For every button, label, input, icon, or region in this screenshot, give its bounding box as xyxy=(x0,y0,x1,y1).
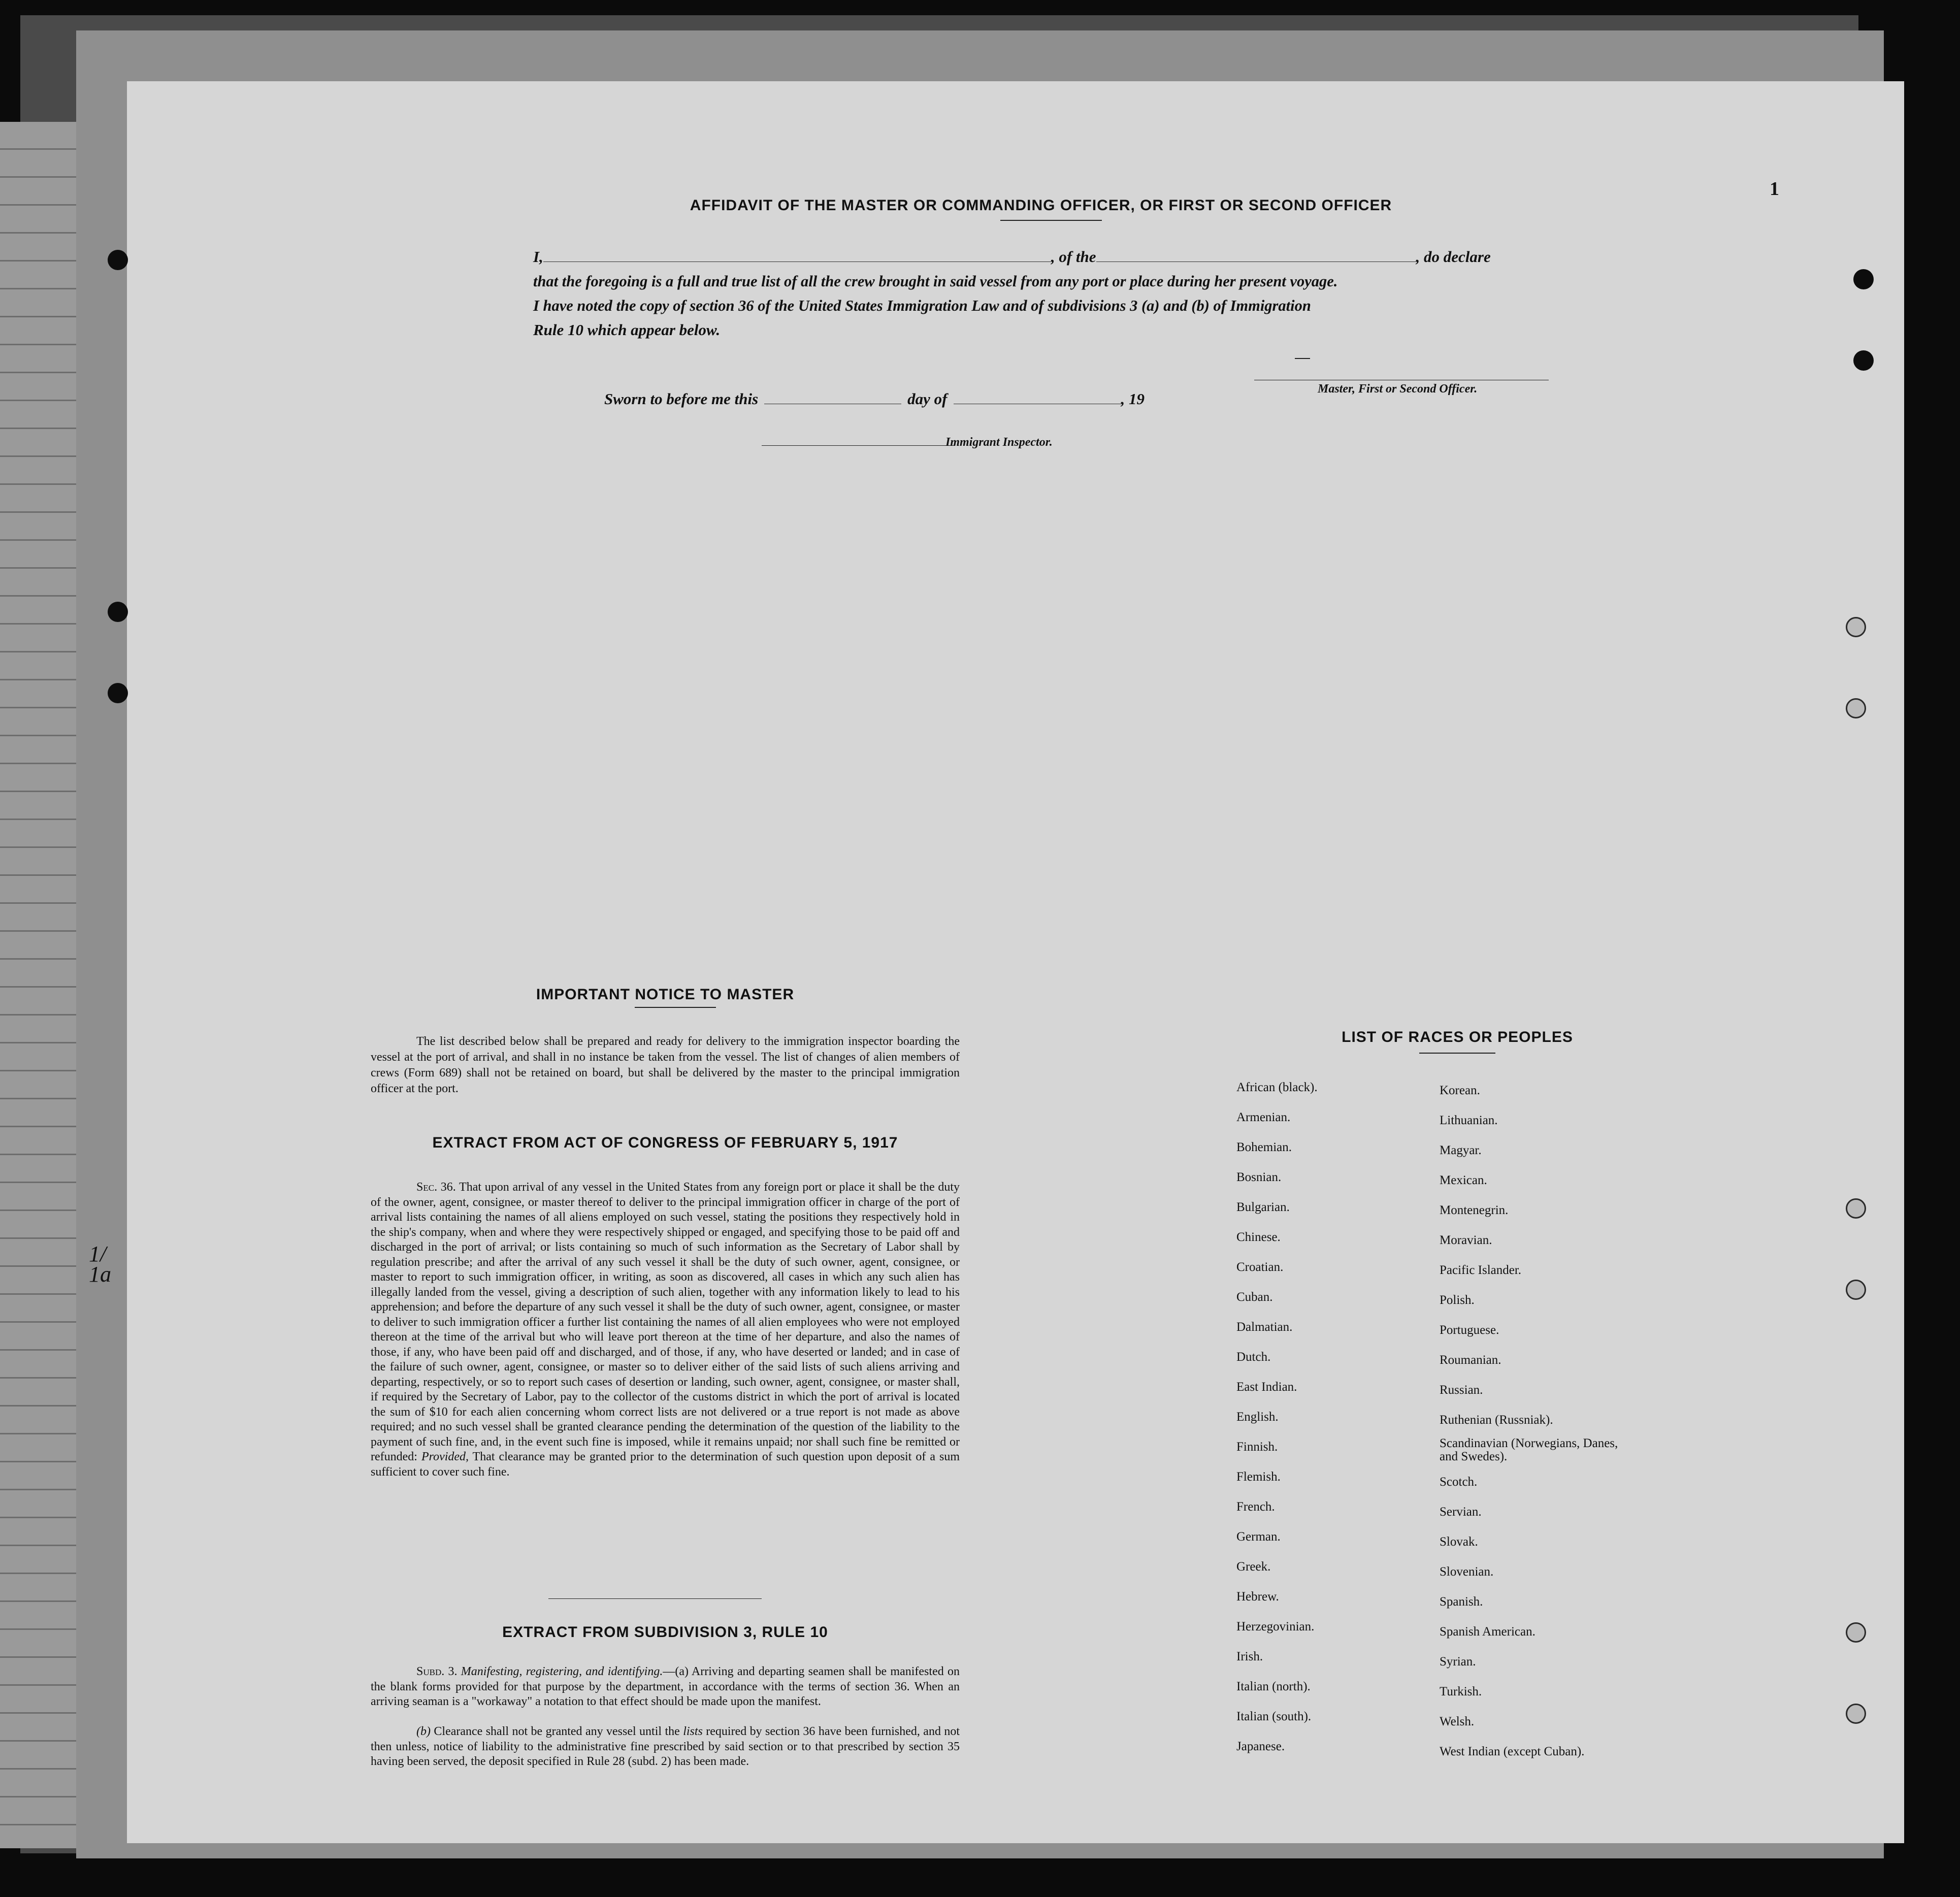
race-item: West Indian (except Cuban). xyxy=(1440,1745,1585,1758)
race-item: Italian (north). xyxy=(1236,1680,1311,1693)
race-item: Syrian. xyxy=(1440,1655,1476,1669)
section-36-text: Sec. 36. That upon arrival of any vessel in the United States from any foreign port or place it shall be the duty of the owner, agent, consignee, or master thereof to deliver to the principal immigration officer in charge of the port of arrival lists containing the names of all aliens employed on such vessel, stating the positions they respectively hold in the ship's company, when and where they were respectively shipped or engaged, and specifying those to be paid off and discharged in the port of arrival; or lists containing so much of such information as the Secretary of Labor shall by regulation prescribe; and after the arrival of any such vessel it shall be the duty of such owner, agent, consignee, or master to report to such immigration officer, in writing, as soon as discovered, all cases in which any such alien has illegally landed from the vessel, giving a description of such alien, together with any information likely to lead to his apprehension; and before the departure of any such vessel it shall be the duty of such owner, agent, consignee, or master to deliver to such immigration officer a further list containing the names of all alien employees who were not employed thereon at the time of the arrival but who will leave port thereon at the time of her departure, and also the names of those, if any, who have been paid off and discharged, and of those, if any, who have deserted or landed; and in case of the failure of such owner, agent, consignee, or master so to deliver either of the said lists of such aliens arriving and departing, respectively, or so to report such cases of desertion or landing, such owner, agent, consignee, or master shall, if required by the Secretary of Labor, pay to the collector of the customs district in which the port of arrival is located the sum of $10 for each alien concerning whom correct lists are not delivered or a true report is not made as above required; and no such vessel shall be granted clearance pending the determination of the question of the liability to the payment of such fine, and, in the event such fine is imposed, while it remains unpaid; nor shall such fine be remitted or refunded: Provided, That clearance may be granted prior to the determination of such question upon deposit of a sum sufficient to cover such fine. xyxy=(371,1181,960,1479)
race-item: Croatian. xyxy=(1236,1260,1284,1274)
notice-title: IMPORTANT NOTICE TO MASTER xyxy=(536,986,795,1003)
race-item: Slovak. xyxy=(1440,1535,1478,1549)
race-item: Armenian. xyxy=(1236,1110,1291,1124)
race-item: Lithuanian. xyxy=(1440,1114,1498,1127)
race-item: Flemish. xyxy=(1236,1470,1281,1484)
race-item: Bosnian. xyxy=(1236,1170,1282,1184)
affidavit-line-1: I, , of the , do declare xyxy=(533,248,1491,266)
race-item: Turkish. xyxy=(1440,1685,1482,1698)
race-item: Ruthenian (Russniak). xyxy=(1440,1413,1553,1427)
sworn-line: Sworn to before me this day of , 19 xyxy=(604,390,1145,408)
race-item: Japanese. xyxy=(1236,1740,1285,1753)
race-item: Pacific Islander. xyxy=(1440,1263,1522,1277)
punch-hole xyxy=(108,602,128,622)
race-item: Mexican. xyxy=(1440,1173,1487,1187)
ruled-paper-edge xyxy=(0,122,76,1848)
race-item: Welsh. xyxy=(1440,1715,1475,1728)
race-item: Spanish American. xyxy=(1440,1625,1536,1639)
divider xyxy=(1000,220,1102,221)
race-item: Finnish. xyxy=(1236,1440,1278,1454)
affidavit-line-3: I have noted the copy of section 36 of the United States Immigration Law and of subdivisions 3 (a) and (b) of Immigration xyxy=(533,297,1311,314)
races-right-column xyxy=(1440,1075,1622,1767)
race-item: Portuguese. xyxy=(1440,1323,1499,1337)
margin-handwriting: 1/ 1a xyxy=(89,1241,111,1287)
race-item: Bulgarian. xyxy=(1236,1200,1290,1214)
race-item: Irish. xyxy=(1236,1650,1263,1663)
race-item: Slovenian. xyxy=(1440,1565,1494,1579)
dash-mark xyxy=(1295,358,1310,359)
punch-hole xyxy=(1846,617,1866,637)
subd-3-para-b: (b) Clearance shall not be granted any vessel until the lists required by section 36 have been furnished, and not then unless, notice of liability to the administrative fine prescribed by said section or to that prescribed by section 35 having been served, the deposit specified in Rule 28 (subd. 2) has been made. xyxy=(371,1725,960,1768)
race-item: Dalmatian. xyxy=(1236,1320,1293,1334)
race-item: Hebrew. xyxy=(1236,1590,1279,1604)
race-item: Servian. xyxy=(1440,1505,1482,1519)
race-item: Russian. xyxy=(1440,1383,1483,1397)
race-item: Bohemian. xyxy=(1236,1140,1292,1154)
affidavit-line-2: that the foregoing is a full and true list of all the crew brought in said vessel from any port or place during her present voyage. xyxy=(533,273,1338,290)
inspector-signature-line xyxy=(762,445,955,446)
divider xyxy=(1419,1053,1495,1054)
page-number: 1 xyxy=(1770,178,1779,200)
race-item: Spanish. xyxy=(1440,1595,1483,1609)
race-item: East Indian. xyxy=(1236,1380,1297,1394)
race-item: Moravian. xyxy=(1440,1233,1492,1247)
punch-hole xyxy=(108,683,128,703)
race-item: Magyar. xyxy=(1440,1143,1482,1157)
races-title: LIST OF RACES OR PEOPLES xyxy=(1342,1029,1573,1045)
races-left-column xyxy=(1236,1072,1318,1761)
race-item: English. xyxy=(1236,1410,1279,1424)
race-item: Scotch. xyxy=(1440,1475,1478,1489)
race-item: Herzegovinian. xyxy=(1236,1620,1315,1633)
divider xyxy=(548,1598,762,1599)
race-item: Italian (south). xyxy=(1236,1710,1312,1723)
race-item: Scandinavian (Norwegians, Danes, and Swedes). xyxy=(1440,1436,1618,1463)
punch-hole xyxy=(1846,698,1866,718)
affidavit-title: AFFIDAVIT OF THE MASTER OR COMMANDING OFFICER, OR FIRST OR SECOND OFFICER xyxy=(690,197,1392,214)
document-page xyxy=(127,81,1904,1843)
rule-extract-title: EXTRACT FROM SUBDIVISION 3, RULE 10 xyxy=(502,1624,828,1641)
punch-hole xyxy=(1853,269,1874,289)
punch-hole xyxy=(1846,1622,1866,1643)
punch-hole xyxy=(1846,1198,1866,1219)
notice-text: The list described below shall be prepared and ready for delivery to the immigration inspector boarding the vessel at the port of arrival, and shall in no instance be taken from the vessel. The list of changes of alien members of crews (Form 689) shall not be retained on board, but shall be delivered by the master to the principal immigration officer at the port. xyxy=(371,1035,960,1095)
punch-hole xyxy=(108,250,128,270)
immigrant-inspector-label: Immigrant Inspector. xyxy=(945,436,1053,449)
race-item: Cuban. xyxy=(1236,1290,1273,1304)
master-signature-label: Master, First or Second Officer. xyxy=(1318,382,1478,396)
punch-hole xyxy=(1846,1704,1866,1724)
punch-hole xyxy=(1853,350,1874,371)
affidavit-line-4: Rule 10 which appear below. xyxy=(533,321,721,339)
race-item: Montenegrin. xyxy=(1440,1203,1509,1217)
divider xyxy=(635,1007,716,1008)
race-item: Greek. xyxy=(1236,1560,1271,1574)
race-item: Polish. xyxy=(1440,1293,1475,1307)
act-extract-title: EXTRACT FROM ACT OF CONGRESS OF FEBRUARY 5, 1917 xyxy=(432,1134,898,1151)
race-item: German. xyxy=(1236,1530,1281,1544)
subd-3-para-a: Subd. 3. Manifesting, registering, and identifying.—(a) Arriving and departing seamen shall be manifested on the blank forms provided for that purpose by the department, in accordance with the terms of section 36. When an arriving seaman is a "workaway" a notation to that effect should be made upon the manifest. xyxy=(371,1665,960,1708)
race-item: Dutch. xyxy=(1236,1350,1271,1364)
punch-hole xyxy=(1846,1280,1866,1300)
race-item: French. xyxy=(1236,1500,1275,1514)
race-item: Chinese. xyxy=(1236,1230,1281,1244)
race-item: Roumanian. xyxy=(1440,1353,1501,1367)
race-item: African (black). xyxy=(1236,1081,1318,1094)
race-item: Korean. xyxy=(1440,1084,1480,1097)
